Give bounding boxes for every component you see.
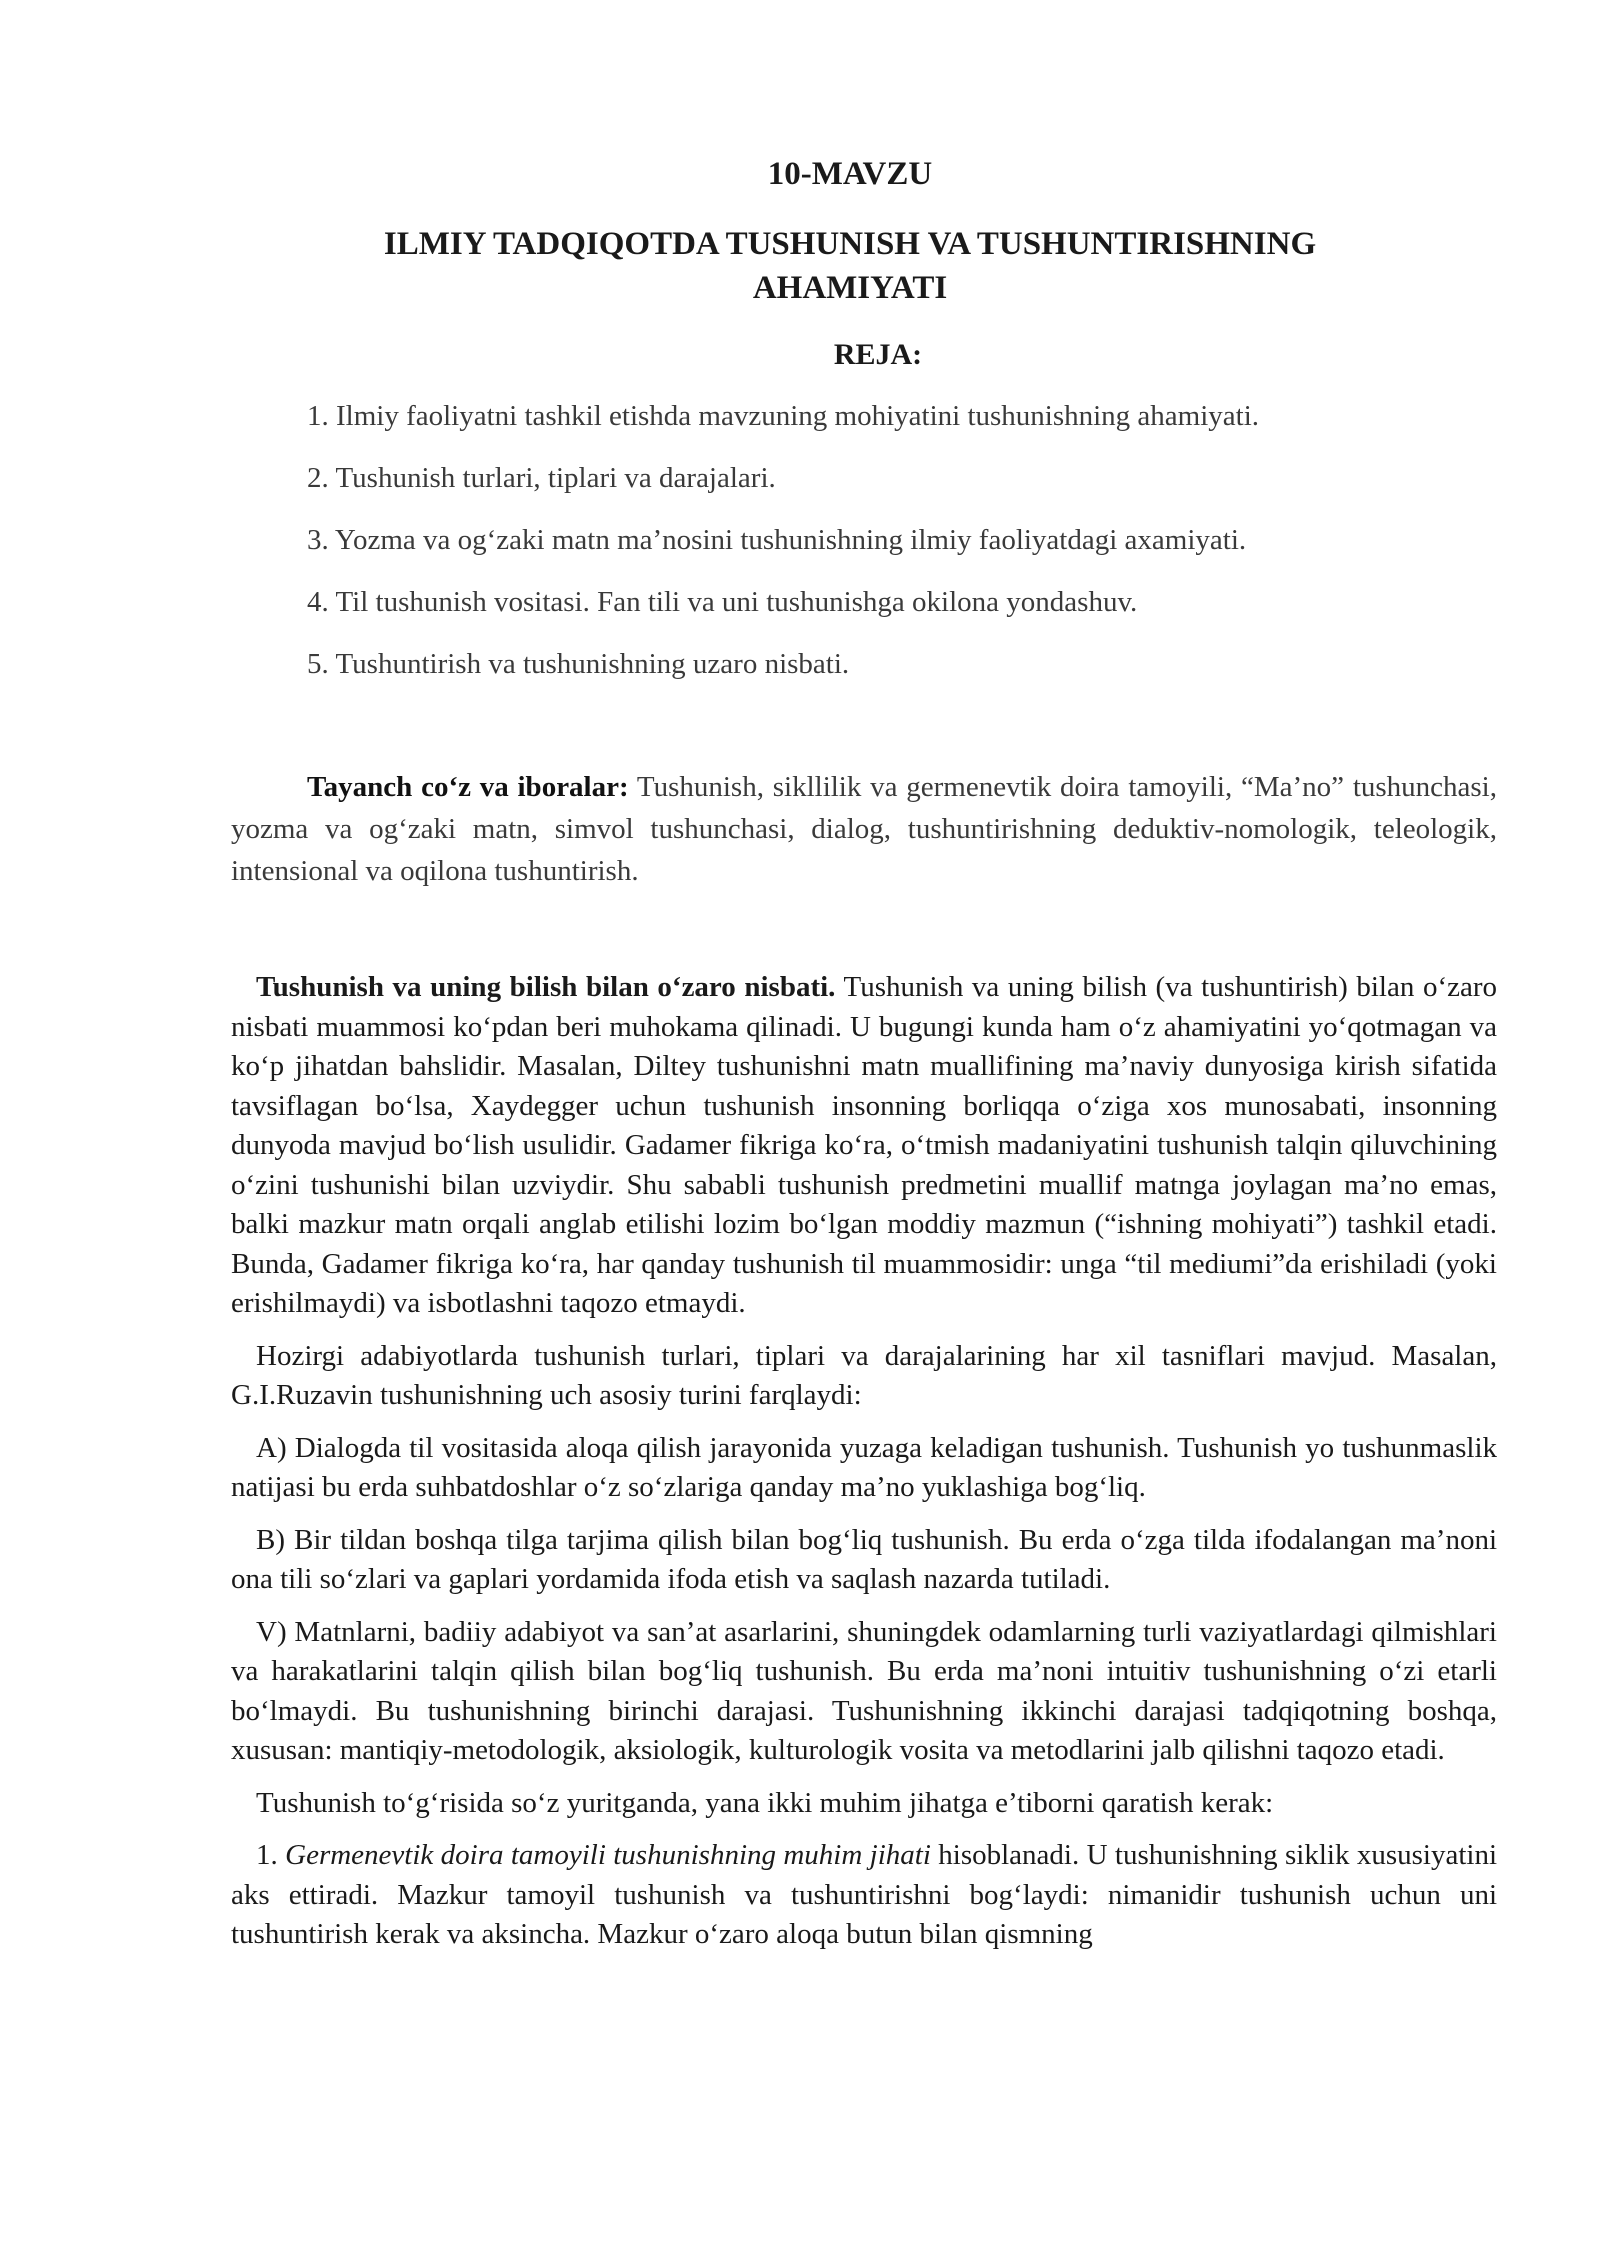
plan-item: 1. Ilmiy faoliyatni tashkil etishda mavzuning mohiyatini tushunishning ahamiyati. (307, 400, 1260, 432)
paragraph-text: Tushunish va uning bilish (va tushuntirish) bilan o‘zaro nisbati muammosi ko‘pdan beri muhokama qilinadi. U bugungi kunda ham o‘z ahamiyatini yo‘qotmagan va ko‘p jihatdan bahslidir. Masalan, Diltey tushunishni matn muallifining ma’naviy dunyosiga kirish sifatida tavsiflagan bo‘lsa, Xaydegger uchun tushunish insonning borliqqa o‘ziga xos munosabati, insonning dunyoda mavjud bo‘lish usulidir. Gadamer fikriga ko‘ra, o‘tmish madaniyatini tushunish talqin qiluvchining o‘zini tushunishi bilan uzviydir. Shu sababli tushunish predmetini muallif matnga joylagan ma’no emas, balki mazkur matn orqali anglab etilishi lozim bo‘lgan moddiy mazmun (“ishning mohiyati”) tashkil etadi. Bunda, Gadamer fikriga ko‘ra, har qanday tushunish til muammosidir: unga “til mediumi”da erishiladi (yoki erishilmaydi) va isbotlashni taqozo etmaydi. (231, 971, 1497, 1319)
paragraph-number: 1. (256, 1839, 286, 1871)
plan-item: 3. Yozma va og‘zaki matn ma’nosini tushunishning ilmiy faoliyatdagi axamiyati. (307, 524, 1247, 556)
paragraph: B) Bir tildan boshqa tilga tarjima qilish bilan bog‘liq tushunish. Bu erda o‘zga tilda ifodalangan ma’noni ona tili so‘zlari va gaplari yordamida ifoda etish va saqlash nazarda tutiladi. (231, 1523, 1497, 1595)
plan-item: 5. Tushuntirish va tushunishning uzaro nisbati. (307, 648, 850, 680)
plan-heading: REJA: (833, 338, 923, 371)
keywords-paragraph (231, 766, 1497, 892)
paragraph: A) Dialogda til vositasida aloqa qilish jarayonida yuzaga keladigan tushunish. Tushunish yo tushunmaslik natijasi bu erda suhbatdoshlar o‘z so‘zlariga qanday ma’no yuklashiga bog‘liq. (231, 1431, 1497, 1503)
paragraph: Hozirgi adabiyotlarda tushunish turlari, tiplari va darajalarining har xil tasniflari mavjud. Masalan, G.I.Ruzavin tushunishning uch asosiy turini farqlaydi: (231, 1339, 1497, 1411)
section-heading-paragraph (231, 968, 1497, 1324)
numbered-paragraph (231, 1836, 1497, 1955)
paragraph-text: hisoblanadi. U tushunishning siklik xususiyatini aks ettiradi. Mazkur tamoyil tushunish va tushuntirishni bog‘laydi: nimanidir tushunish uchun uni tushuntirish kerak va aksincha. Mazkur o‘zaro aloqa butun bilan qismning (231, 1839, 1498, 1950)
italic-phrase: Germenevtik doira tamoyili tushunishning muhim jihati (285, 1839, 931, 1871)
plan-list (307, 394, 1507, 704)
paragraph: V) Matnlarni, badiiy adabiyot va san’at asarlarini, shuningdek odamlarning turli vaziyatlardagi qilmishlari va harakatlarini talqin qilish bilan bog‘liq tushunish. Bu erda ma’noni intuitiv tushunishning o‘zi etarli bo‘lmaydi. Bu tushunishning birinchi darajasi. Tushunishning ikkinchi darajasi tadqiqotning boshqa, xususan: mantiqiy-metodologik, aksiologik, kulturologik vosita va metodlarini jalb qilishni taqozo etadi. (231, 1615, 1497, 1766)
topic-number: 10-MAVZU (767, 156, 933, 192)
keywords-text: Tushunish, sikllilik va germenevtik doira tamoyili, “Ma’no” tushunchasi, yozma va og‘zaki matn, simvol tushunchasi, dialog, tushuntirishning deduktiv-nomologik, teleologik, intensional va oqilona tushuntirish. (231, 771, 1497, 887)
plan-item: 2. Tushunish turlari, tiplari va darajalari. (307, 462, 776, 494)
page-title: ILMIY TADQIQOTDA TUSHUNISH VA TUSHUNTIRISHNING AHAMIYATI (383, 226, 1317, 306)
section-heading: Tushunish va uning bilish bilan o‘zaro nisbati. (256, 971, 836, 1003)
paragraph: Tushunish to‘g‘risida so‘z yuritganda, yana ikki muhim jihatga e’tiborni qaratish kerak: (256, 1786, 1274, 1819)
body-text (231, 968, 1497, 1968)
keywords-label: Tayanch co‘z va iboralar: (307, 771, 629, 803)
plan-item: 4. Til tushunish vositasi. Fan tili va uni tushunishga okilona yondashuv. (307, 586, 1138, 618)
